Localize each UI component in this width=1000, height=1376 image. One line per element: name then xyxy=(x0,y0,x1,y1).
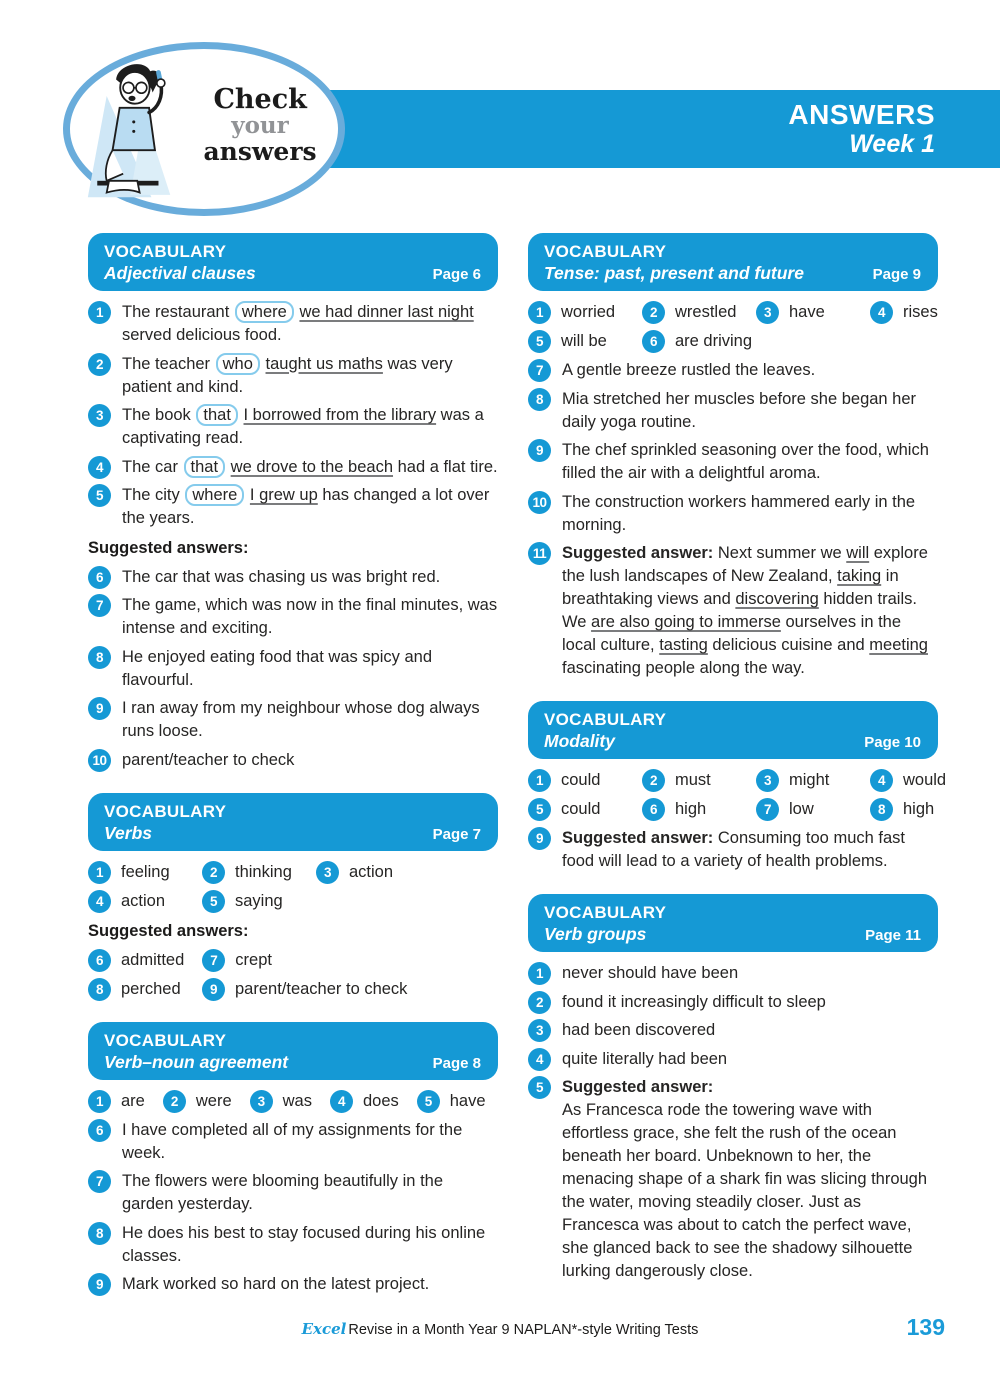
row-answer xyxy=(202,860,298,884)
answer-word: might xyxy=(789,771,830,789)
answer-text-segment: The car xyxy=(122,457,183,476)
suggested-answers-label: Suggested answers: xyxy=(88,921,249,940)
answer-text xyxy=(122,645,498,692)
underlined-phrase: taught us maths xyxy=(265,354,383,373)
answer-item xyxy=(528,1018,938,1042)
vocabulary-section xyxy=(528,701,947,873)
answer-text-segment: Suggested answer: xyxy=(562,829,714,847)
section-title: Verb groups xyxy=(544,924,647,944)
row-answer xyxy=(528,300,624,324)
page-footer xyxy=(0,1314,1000,1348)
circled-word: where xyxy=(185,484,244,506)
answer-number-badge: 2 xyxy=(202,861,225,884)
section-page-label: Page 11 xyxy=(865,927,921,944)
vocabulary-section xyxy=(88,1022,498,1297)
answer-number-badge: 7 xyxy=(202,949,225,972)
underlined-phrase: tasting xyxy=(659,636,708,654)
excel-brand: Excel xyxy=(301,1320,347,1338)
answer-text-segment: The book xyxy=(122,406,196,424)
answer-text-segment: ourselves in the local culture, xyxy=(562,613,902,654)
answer-word: would xyxy=(903,771,947,789)
answer-item xyxy=(528,541,938,680)
section-title: Verbs xyxy=(104,822,152,843)
answer-number-badge: 1 xyxy=(88,861,111,884)
answer-text-segment: The car that was chasing us was bright red. xyxy=(122,567,441,586)
row-answer xyxy=(642,300,738,324)
section-header xyxy=(88,793,498,851)
answer-text xyxy=(122,1118,498,1165)
answer-number-badge: 2 xyxy=(88,353,111,376)
answer-text-segment: delicious cuisine and xyxy=(707,636,870,654)
answer-item xyxy=(528,438,938,485)
row-answer xyxy=(756,300,852,324)
answer-text-segment: The game, which was now in the final minutes, was intense and exciting. xyxy=(122,596,498,637)
underlined-phrase: we drove to the beach xyxy=(230,457,394,476)
row-answer xyxy=(163,1089,232,1113)
underlined-phrase: discovering xyxy=(735,590,819,608)
answer-text-segment: The restaurant xyxy=(122,303,234,321)
answer-number-badge: 1 xyxy=(88,1090,111,1113)
answer-text-segment: had been discovered xyxy=(562,1021,716,1039)
book-credit xyxy=(0,1318,1000,1341)
answer-number-badge: 4 xyxy=(870,769,893,792)
answer-text-segment: quite literally had been xyxy=(562,1049,728,1068)
answer-text-segment: fascinating people along the way. xyxy=(562,659,805,677)
row-answer xyxy=(88,948,184,972)
answer-number-badge: 3 xyxy=(316,861,339,884)
answer-text-segment: Consuming too much fast food will lead to a variety of health problems. xyxy=(562,829,905,870)
row-answer xyxy=(417,1089,486,1113)
answer-text xyxy=(122,300,498,347)
answer-number-badge: 10 xyxy=(88,749,111,772)
answer-text xyxy=(562,961,738,985)
answer-text-segment: Mark worked so hard on the latest project. xyxy=(122,1275,430,1293)
answer-text xyxy=(122,455,498,479)
answer-number-badge: 5 xyxy=(528,798,551,821)
circled-word: who xyxy=(216,353,260,375)
answer-number-badge: 2 xyxy=(642,769,665,792)
answer-text xyxy=(562,387,938,434)
section-page-label: Page 8 xyxy=(432,1054,481,1072)
answer-text xyxy=(122,1221,498,1268)
answer-text xyxy=(122,748,294,772)
answer-text-segment: The city xyxy=(122,486,185,504)
answer-text xyxy=(122,565,440,589)
answer-number-badge: 8 xyxy=(88,978,111,1001)
answer-number-badge: 3 xyxy=(756,769,779,792)
answer-number-badge: 2 xyxy=(528,991,551,1014)
answer-number-badge: 4 xyxy=(528,1048,551,1071)
left-column xyxy=(88,233,498,1301)
answer-item xyxy=(88,483,498,530)
row-answer xyxy=(756,768,852,792)
answer-number-badge: 8 xyxy=(870,798,893,821)
answer-number-badge: 9 xyxy=(528,439,551,462)
answer-text xyxy=(122,593,498,640)
answer-text-segment: parent/teacher to check xyxy=(122,750,295,769)
answer-word: could xyxy=(561,800,601,818)
logo-text xyxy=(203,85,316,166)
answer-word: have xyxy=(789,303,825,321)
answer-item xyxy=(528,1047,938,1071)
answer-number-badge: 8 xyxy=(88,646,111,669)
answer-text-segment: The teacher xyxy=(122,354,215,373)
answer-text xyxy=(122,1272,429,1296)
underlined-phrase: will xyxy=(846,544,870,562)
row-answer xyxy=(528,768,624,792)
section-category: VOCABULARY xyxy=(104,1030,227,1050)
row-answer xyxy=(642,797,738,821)
answer-item xyxy=(528,1075,938,1283)
answer-word: have xyxy=(449,1091,486,1110)
row-answer xyxy=(870,797,966,821)
answer-number-badge: 5 xyxy=(202,890,225,913)
section-page-label: Page 6 xyxy=(432,266,481,283)
answer-item xyxy=(528,990,938,1014)
answer-text xyxy=(122,352,498,399)
answer-item xyxy=(88,1272,498,1296)
answer-text-segment: had a flat tire. xyxy=(393,457,498,476)
answer-text-segment: He does his best to stay focused during his online classes. xyxy=(122,1223,486,1265)
answer-word: wrestled xyxy=(675,303,737,321)
section-category: VOCABULARY xyxy=(104,242,227,261)
row-answer xyxy=(642,768,738,792)
answer-word: high xyxy=(675,800,707,818)
answers-row xyxy=(88,860,498,884)
underlined-phrase: I grew up xyxy=(249,486,318,504)
answer-item xyxy=(88,748,498,772)
answers-row xyxy=(528,329,938,353)
vocabulary-section xyxy=(528,233,938,680)
answer-number-badge: 2 xyxy=(163,1090,186,1113)
answer-word: thinking xyxy=(235,862,292,881)
answer-number-badge: 5 xyxy=(528,1076,551,1099)
answer-number-badge: 8 xyxy=(528,388,551,411)
answer-word: rises xyxy=(903,303,938,321)
answer-number-badge: 2 xyxy=(642,301,665,324)
banner-week-subtitle: Week 1 xyxy=(849,130,935,158)
section-title: Modality xyxy=(544,731,615,751)
answer-item xyxy=(88,645,498,692)
answer-item xyxy=(88,1118,498,1165)
answer-text-segment: The flowers were blooming beautifully in the garden yesterday. xyxy=(122,1172,444,1213)
answer-text-segment: served delicious food. xyxy=(122,326,282,344)
answer-text xyxy=(562,490,938,537)
answer-text-segment: hidden trails. We xyxy=(562,590,917,631)
vocabulary-section xyxy=(88,233,498,772)
answer-text-segment: The construction workers hammered early in the morning. xyxy=(562,492,916,534)
answer-number-badge: 6 xyxy=(642,798,665,821)
underlined-phrase: taking xyxy=(837,567,882,585)
row-answer xyxy=(88,1089,145,1113)
answer-number-badge: 10 xyxy=(528,491,551,514)
answer-item xyxy=(528,358,938,382)
answer-word: low xyxy=(789,800,814,818)
answer-item xyxy=(88,352,498,399)
answer-number-badge: 3 xyxy=(88,404,111,427)
answer-number-badge: 6 xyxy=(88,566,111,589)
answer-item xyxy=(88,696,498,743)
answer-text-segment: has changed a lot over the years. xyxy=(122,486,490,527)
answer-word: could xyxy=(561,771,601,789)
answer-item xyxy=(528,961,938,985)
vocabulary-section xyxy=(88,793,498,1001)
logo-word-answers: answers xyxy=(203,137,317,167)
row-answer xyxy=(88,977,184,1001)
answers-row xyxy=(88,977,498,1001)
row-answer xyxy=(88,860,184,884)
answer-number-badge: 4 xyxy=(88,456,111,479)
answer-text-segment: was a captivating read. xyxy=(122,406,484,447)
answer-text-segment: Mia stretched her muscles before she began her daily yoga routine. xyxy=(562,389,917,431)
answer-text-segment: found it increasingly difficult to sleep xyxy=(562,992,826,1011)
answer-word: crept xyxy=(235,950,272,969)
answer-item xyxy=(88,1221,498,1268)
answer-number-badge: 1 xyxy=(528,301,551,324)
answer-text-segment: explore the lush landscapes of New Zealand, xyxy=(562,544,928,585)
answer-word: admitted xyxy=(121,950,185,969)
answer-columns xyxy=(88,233,947,1301)
vocabulary-section xyxy=(528,894,938,1283)
answers-week-banner xyxy=(287,90,1000,168)
circled-word: that xyxy=(184,456,226,478)
logo-word-check: Check xyxy=(213,83,307,115)
answer-number-badge: 5 xyxy=(88,484,111,507)
row-answer xyxy=(88,889,184,913)
row-answer xyxy=(330,1089,399,1113)
section-page-label: Page 9 xyxy=(872,266,921,283)
section-category: VOCABULARY xyxy=(544,242,667,261)
answer-number-badge: 6 xyxy=(642,330,665,353)
answer-item xyxy=(88,593,498,640)
underlined-phrase: I borrowed from the library xyxy=(243,406,437,424)
answer-word: worried xyxy=(561,303,616,321)
section-page-label: Page 10 xyxy=(864,734,921,751)
answer-number-badge: 5 xyxy=(417,1090,440,1113)
answers-row xyxy=(88,889,498,913)
logo-word-your: your xyxy=(231,111,289,139)
page-number: 139 xyxy=(906,1314,945,1340)
answer-item xyxy=(528,490,938,537)
answer-text xyxy=(562,358,815,382)
answer-word: are driving xyxy=(675,332,753,350)
answer-text xyxy=(562,1047,727,1071)
answer-item xyxy=(528,826,938,873)
row-answer xyxy=(316,860,412,884)
answer-text-segment: A gentle breeze rustled the leaves. xyxy=(562,361,816,379)
answer-text xyxy=(562,1018,715,1042)
answer-number-badge: 9 xyxy=(202,978,225,1001)
answer-text-segment: I ran away from my neighbour whose dog always runs loose. xyxy=(122,699,480,740)
section-header xyxy=(88,1022,498,1080)
answer-text xyxy=(122,1169,498,1216)
row-answer xyxy=(642,329,752,353)
answer-item xyxy=(88,455,498,479)
row-answer xyxy=(528,797,624,821)
row-answer xyxy=(870,768,966,792)
answer-word: was xyxy=(282,1091,312,1110)
answers-row xyxy=(88,1089,498,1113)
answer-number-badge: 3 xyxy=(250,1090,273,1113)
answer-number-badge: 9 xyxy=(528,827,551,850)
answer-number-badge: 7 xyxy=(88,1170,111,1193)
section-title: Tense: past, present and future xyxy=(544,263,804,283)
answer-item xyxy=(88,300,498,347)
answer-number-badge: 3 xyxy=(528,1019,551,1042)
section-header xyxy=(528,701,938,759)
answer-number-badge: 3 xyxy=(756,301,779,324)
section-title: Adjectival clauses xyxy=(104,263,256,283)
answer-number-badge: 7 xyxy=(88,594,111,617)
answer-text xyxy=(562,541,938,680)
answer-number-badge: 6 xyxy=(88,1119,111,1142)
answer-number-badge: 4 xyxy=(330,1090,353,1113)
suggested-answers-label: Suggested answers: xyxy=(88,539,249,557)
answer-text xyxy=(562,1075,938,1283)
answer-number-badge: 8 xyxy=(88,1222,111,1245)
answer-item xyxy=(528,387,938,434)
answers-row xyxy=(88,948,498,972)
answer-word: high xyxy=(903,800,935,818)
row-answer xyxy=(202,977,407,1001)
answer-text-segment: As Francesca rode the towering wave with effortless grace, she felt the rush of the ocean beneath her board. Unbeknown to her, the menacing shape of a shark fin was slicing through the water, moving steadily closer. Just as Francesca was about to catch the perfect wave, she glanced back to see the shadowy silhouette lurking dangerously close. xyxy=(562,1101,928,1280)
section-header xyxy=(528,233,938,291)
answer-number-badge: 1 xyxy=(528,769,551,792)
section-title: Verb–noun agreement xyxy=(104,1051,289,1072)
row-answer xyxy=(250,1089,312,1113)
answer-word: feeling xyxy=(121,862,170,881)
answer-word: action xyxy=(121,891,166,910)
answer-number-badge: 6 xyxy=(88,949,111,972)
answer-number-badge: 1 xyxy=(528,962,551,985)
answer-text xyxy=(562,990,826,1014)
answer-text-segment: The chef sprinkled seasoning over the food, which filled the air with a delightful aroma. xyxy=(562,441,929,482)
row-answer xyxy=(202,948,298,972)
answer-number-badge: 5 xyxy=(528,330,551,353)
answers-row xyxy=(528,768,947,792)
answer-text xyxy=(122,483,498,530)
row-answer xyxy=(202,889,298,913)
answer-word: perched xyxy=(121,979,181,998)
underlined-phrase: meeting xyxy=(869,636,928,654)
teacher-cartoon-icon xyxy=(83,56,201,202)
answer-text-segment: was very patient and kind. xyxy=(122,354,453,396)
answer-number-badge: 4 xyxy=(88,890,111,913)
answer-text-segment: He enjoyed eating food that was spicy and flavourful. xyxy=(122,647,433,689)
answer-number-badge: 9 xyxy=(88,1273,111,1296)
answer-number-badge: 11 xyxy=(528,542,551,565)
section-category: VOCABULARY xyxy=(544,710,667,729)
circled-word: that xyxy=(196,404,238,426)
answer-word: are xyxy=(121,1091,145,1110)
answer-word: action xyxy=(349,862,394,881)
answer-text-segment: in breathtaking views and xyxy=(562,567,899,608)
section-category: VOCABULARY xyxy=(544,903,667,922)
answer-item xyxy=(88,565,498,589)
banner-title: ANSWERS xyxy=(788,99,935,130)
section-header xyxy=(88,233,498,291)
answer-text xyxy=(122,696,498,743)
book-title: Revise in a Month Year 9 NAPLAN*-style Writing Tests xyxy=(348,1322,699,1338)
row-answer xyxy=(870,300,966,324)
answer-word: will be xyxy=(561,332,607,350)
answer-word: parent/teacher to check xyxy=(235,979,408,998)
section-page-label: Page 7 xyxy=(432,825,481,843)
row-answer xyxy=(528,329,624,353)
answer-number-badge: 9 xyxy=(88,697,111,720)
answer-item xyxy=(88,403,498,450)
answer-number-badge: 7 xyxy=(756,798,779,821)
answer-text-segment: Suggested answer: xyxy=(562,1078,714,1096)
answers-row xyxy=(528,797,938,821)
answer-number-badge: 7 xyxy=(528,359,551,382)
underlined-phrase: we had dinner last night xyxy=(299,303,474,321)
answer-text xyxy=(562,438,938,485)
answer-number-badge: 4 xyxy=(870,301,893,324)
answer-text-segment: Suggested answer: xyxy=(562,544,714,562)
section-header xyxy=(528,894,938,952)
answer-text-segment: I have completed all of my assignments for the week. xyxy=(122,1120,463,1162)
answer-text-segment: never should have been xyxy=(562,964,739,982)
underlined-phrase: are also going to immerse xyxy=(591,613,781,631)
answer-text xyxy=(122,403,498,450)
answer-word: does xyxy=(362,1091,399,1110)
answer-word: were xyxy=(195,1091,232,1110)
answer-text xyxy=(562,826,938,873)
answers-row xyxy=(528,300,938,324)
section-category: VOCABULARY xyxy=(104,801,227,821)
check-your-answers-logo xyxy=(63,42,345,216)
answer-word: must xyxy=(675,771,711,789)
right-column xyxy=(528,233,947,1301)
answer-number-badge: 1 xyxy=(88,301,111,324)
answer-item xyxy=(88,1169,498,1216)
circled-word: where xyxy=(235,301,294,323)
answer-text-segment: Next summer we xyxy=(713,544,847,562)
row-answer xyxy=(756,797,852,821)
answer-word: saying xyxy=(235,891,283,910)
